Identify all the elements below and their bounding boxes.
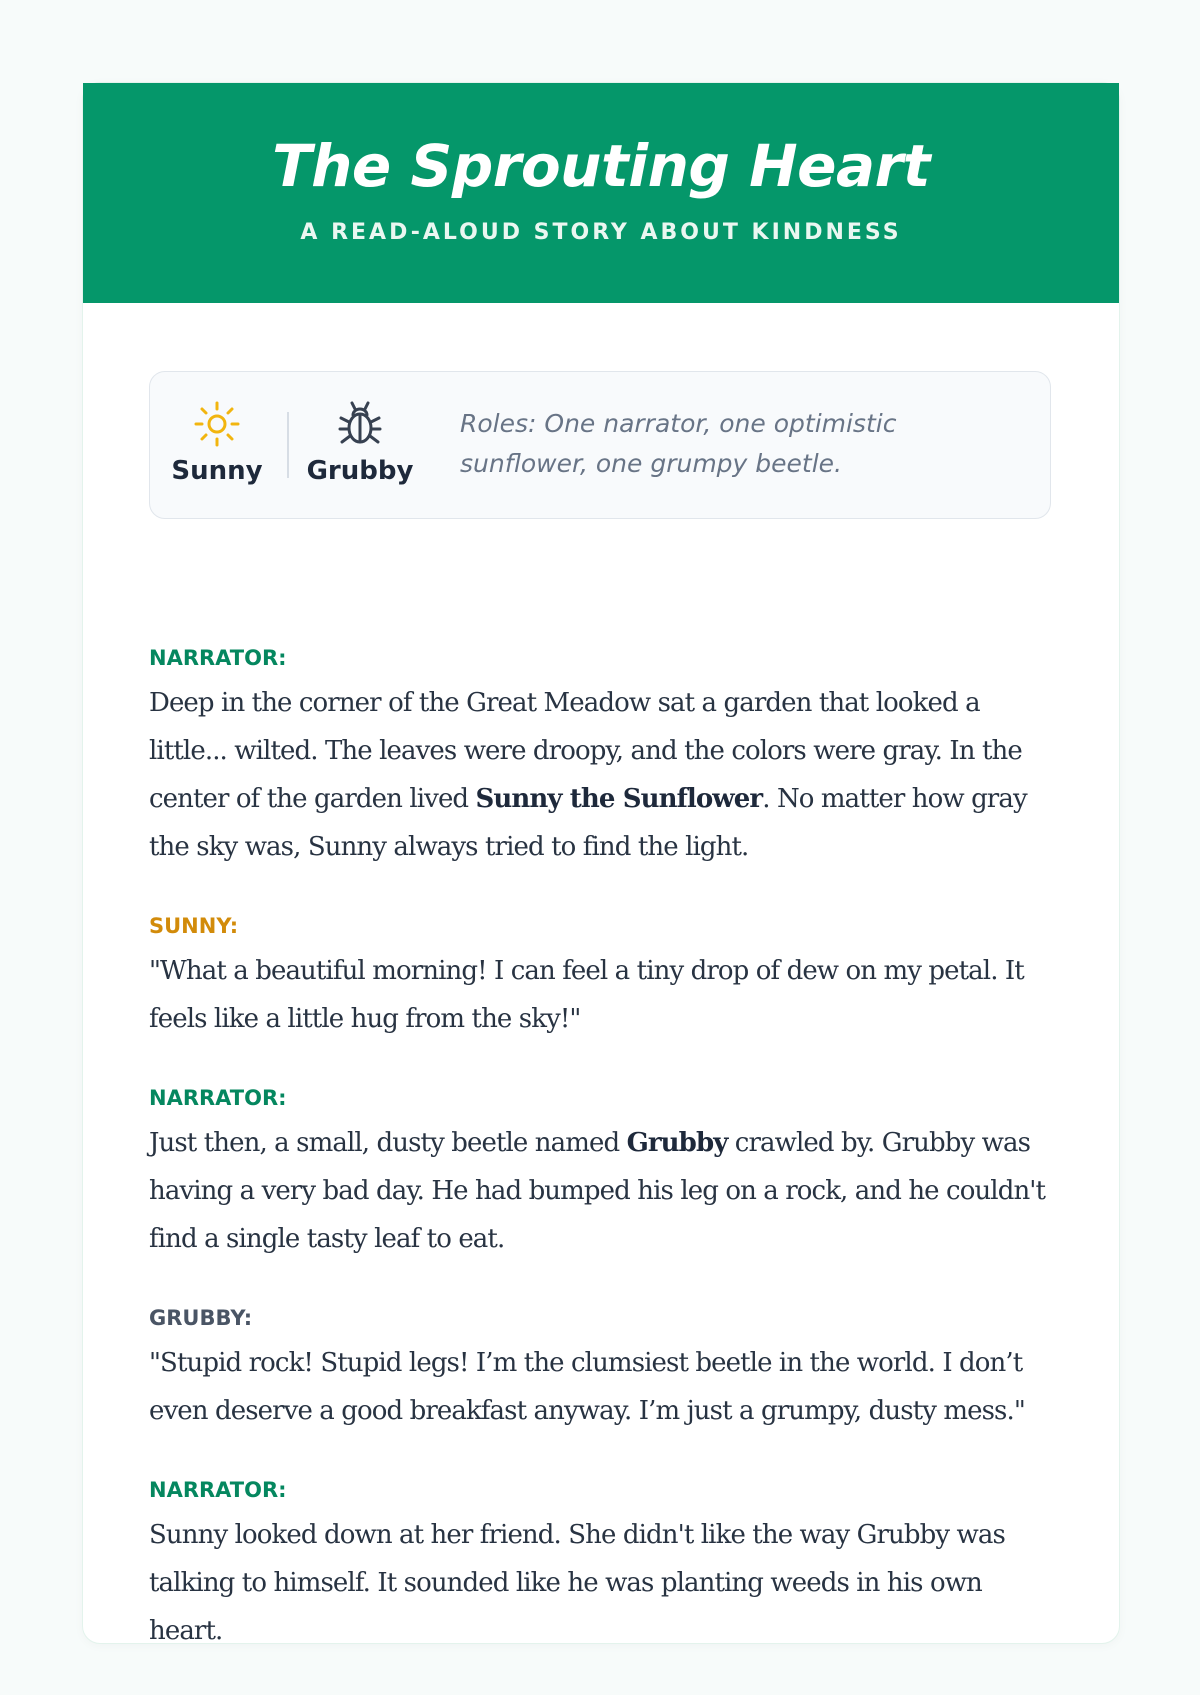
story-block	[149, 1475, 1049, 1655]
paragraph-text: Sunny looked down at her friend. She didn't like the way Grubby was talking to himself. It sounded like he was planting weeds in his own heart.	[149, 1520, 1005, 1646]
story-subtitle: A READ-ALOUD STORY ABOUT KINDNESS	[300, 220, 902, 245]
paragraph-text: crawled by. Grubby was having a very bad day. He had bumped his leg on a rock, and he couldn't find a single tasty leaf to eat.	[149, 1128, 1046, 1254]
character-name-highlight: Grubby	[626, 1128, 728, 1158]
speaker-label: NARRATOR:	[149, 1478, 287, 1502]
speaker-label: NARRATOR:	[149, 1086, 287, 1110]
paragraph-text: Deep in the corner of the Great Meadow sat a garden that looked a little... wilted. The leaves were droopy, and the colors were gray. In the center of the garden lived	[149, 688, 1022, 814]
story-paragraph	[149, 1119, 1049, 1263]
story-title: The Sprouting Heart	[272, 132, 930, 200]
role-sunny	[162, 398, 272, 486]
paragraph-text: "Stupid rock! Stupid legs! I’m the clumsiest beetle in the world. I don’t even deserve a good breakfast anyway. I’m just a grumpy, dusty mess."	[149, 1348, 1025, 1426]
speaker-label: SUNNY:	[149, 914, 239, 938]
paragraph-text: . No matter how gray the sky was, Sunny always tried to find the light.	[149, 784, 1027, 862]
roles-box	[149, 371, 1051, 519]
role-name-grubby: Grubby	[306, 456, 414, 486]
role-name-sunny: Sunny	[171, 456, 263, 486]
story-card	[82, 82, 1120, 1644]
beetle-icon	[334, 398, 386, 450]
paragraph-text: Just then, a small, dusty beetle named	[149, 1128, 627, 1158]
story-paragraph	[149, 679, 1049, 871]
speaker-label: GRUBBY:	[149, 1306, 253, 1330]
story-block	[149, 643, 1049, 871]
story-header	[83, 83, 1119, 303]
sun-icon	[191, 398, 243, 450]
story-paragraph	[149, 947, 1049, 1043]
story-block	[149, 1303, 1049, 1435]
story-block	[149, 1083, 1049, 1263]
story-paragraph	[149, 1339, 1049, 1435]
roles-note: Roles: One narrator, one optimistic sunflower, one grumpy beetle.	[460, 409, 897, 478]
roles-divider	[287, 412, 289, 478]
story-block	[149, 911, 1049, 1043]
speaker-label: NARRATOR:	[149, 646, 287, 670]
story-paragraph	[149, 1511, 1049, 1655]
character-name-highlight: Sunny the Sunflower	[475, 784, 763, 814]
paragraph-text: "What a beautiful morning! I can feel a tiny drop of dew on my petal. It feels like a little hug from the sky!"	[149, 956, 1024, 1034]
role-grubby	[305, 398, 415, 486]
story-body	[149, 643, 1049, 1695]
